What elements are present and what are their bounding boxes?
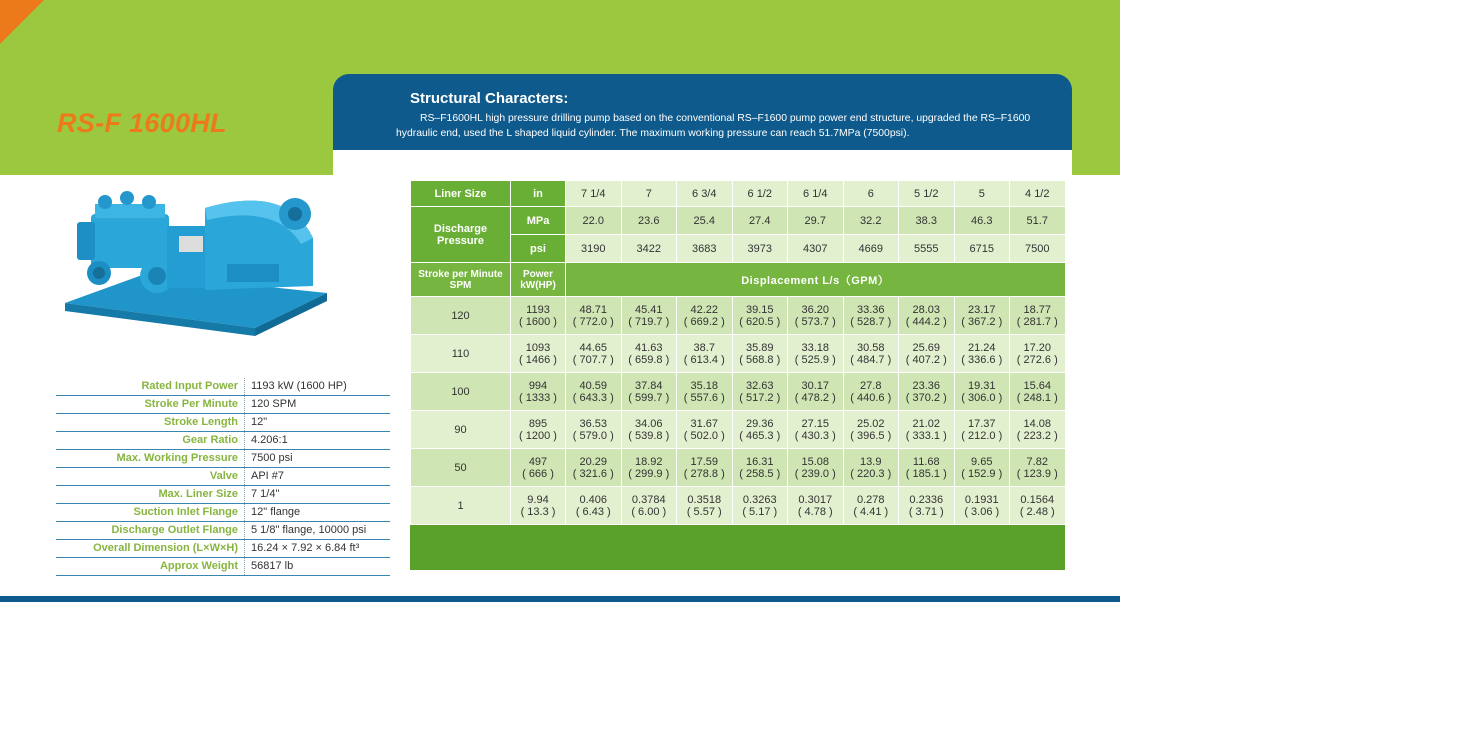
displacement-ls: 17.37 [967,417,996,430]
displacement-gpm: ( 333.1 ) [905,429,947,442]
displacement-cell [843,449,899,487]
performance-table [410,180,1066,525]
displacement-cell [1010,449,1066,487]
spec-value: 7500 psi [251,452,293,464]
displacement-ls: 0.2336 [909,493,944,506]
spec-row [56,450,390,468]
displacement-cell [788,449,844,487]
displacement-cell [677,449,733,487]
displacement-ls: 32.63 [745,379,774,392]
displacement-gpm: ( 248.1 ) [1016,391,1058,404]
displacement-gpm: ( 278.8 ) [683,467,725,480]
displacement-cell [1010,297,1066,335]
displacement-cell [566,373,622,411]
displacement-gpm: ( 502.0 ) [683,429,725,442]
displacement-gpm: ( 3.06 ) [964,505,1000,518]
displacement-cell [621,335,677,373]
displacement-cell [677,487,733,525]
liner-size-cell: 4 1/2 [1010,181,1066,207]
psi-cell: 7500 [1010,235,1066,263]
displacement-cell [899,449,955,487]
displacement-ls: 36.20 [801,303,830,316]
performance-title: Performance Data of RS-F1600HL Mud Pump [410,154,752,171]
displacement-cell [899,373,955,411]
psi-cell: 6715 [954,235,1010,263]
liner-size-cell: 6 3/4 [677,181,733,207]
spm-header: Stroke per Minute SPM [411,263,511,297]
product-title: RS-F 1600HL [57,108,227,138]
displacement-gpm: ( 306.0 ) [961,391,1003,404]
displacement-ls: 39.15 [745,303,774,316]
displacement-gpm: ( 557.6 ) [683,391,725,404]
displacement-cell [732,297,788,335]
spec-label: Max. Working Pressure [56,450,245,467]
displacement-cell [566,487,622,525]
displacement-ls: 35.18 [690,379,719,392]
displacement-ls: 48.71 [579,303,608,316]
psi-cell: 3683 [677,235,733,263]
displacement-ls: 15.08 [801,455,830,468]
displacement-gpm: ( 370.2 ) [905,391,947,404]
spec-label: Stroke Per Minute [56,396,245,413]
corner-triangle-decoration [0,0,44,44]
displacement-ls: 23.17 [967,303,996,316]
spec-row [56,414,390,432]
power-hp: ( 1600 ) [519,315,557,328]
liner-unit-header: in [511,181,566,207]
spm-cell: 90 [411,411,511,449]
displacement-ls: 0.3518 [687,493,722,506]
table-row [411,207,1066,235]
displacement-ls: 34.06 [634,417,663,430]
spec-label: Overall Dimension (L×W×H) [56,540,245,557]
power-kw: 1093 [525,341,551,354]
displacement-cell [732,373,788,411]
displacement-cell [788,335,844,373]
spec-label: Max. Liner Size [56,486,245,503]
displacement-cell [899,335,955,373]
spec-value: 7 1/4" [251,488,280,500]
displacement-gpm: ( 430.3 ) [794,429,836,442]
displacement-gpm: ( 123.9 ) [1016,467,1058,480]
displacement-gpm: ( 396.5 ) [850,429,892,442]
power-hp: ( 1200 ) [519,429,557,442]
displacement-ls: 45.41 [634,303,663,316]
displacement-cell [621,297,677,335]
displacement-cell [1010,487,1066,525]
displacement-ls: 41.63 [634,341,663,354]
displacement-gpm: ( 4.78 ) [797,505,833,518]
table-row [411,411,1066,449]
liner-size-cell: 5 [954,181,1010,207]
table-row [411,449,1066,487]
displacement-gpm: ( 407.2 ) [905,353,947,366]
displacement-cell [843,373,899,411]
displacement-gpm: ( 336.6 ) [961,353,1003,366]
spec-list [56,378,390,576]
displacement-gpm: ( 220.3 ) [850,467,892,480]
power-hp: ( 13.3 ) [520,505,556,518]
power-cell [511,297,566,335]
displacement-ls: 19.31 [967,379,996,392]
spec-label: Approx Weight [56,558,245,575]
displacement-gpm: ( 772.0 ) [572,315,614,328]
displacement-ls: 40.59 [579,379,608,392]
displacement-ls: 37.84 [634,379,663,392]
power-kw: 895 [528,417,548,430]
displacement-cell [732,335,788,373]
displacement-ls: 21.02 [912,417,941,430]
displacement-ls: 30.58 [856,341,885,354]
displacement-cell [677,297,733,335]
spm-cell: 120 [411,297,511,335]
displacement-gpm: ( 525.9 ) [794,353,836,366]
displacement-cell [899,411,955,449]
displacement-cell [954,487,1010,525]
spec-row [56,540,390,558]
displacement-ls: 30.17 [801,379,830,392]
displacement-cell [732,411,788,449]
spm-cell: 50 [411,449,511,487]
power-kw: 994 [528,379,548,392]
displacement-cell [1010,411,1066,449]
displacement-cell [677,335,733,373]
displacement-ls: 38.7 [693,341,715,354]
displacement-ls: 35.89 [745,341,774,354]
spec-label: Stroke Length [56,414,245,431]
displacement-cell [566,335,622,373]
displacement-gpm: ( 2.48 ) [1019,505,1055,518]
displacement-ls: 18.77 [1023,303,1052,316]
bottom-stripe [0,596,1120,602]
liner-size-cell: 5 1/2 [899,181,955,207]
displacement-ls: 7.82 [1026,455,1048,468]
mpa-cell: 51.7 [1010,207,1066,235]
displacement-gpm: ( 367.2 ) [961,315,1003,328]
displacement-cell [677,373,733,411]
displacement-cell [1010,335,1066,373]
displacement-ls: 25.69 [912,341,941,354]
displacement-gpm: ( 707.7 ) [572,353,614,366]
displacement-ls: 14.08 [1023,417,1052,430]
displacement-cell [954,373,1010,411]
displacement-gpm: ( 444.2 ) [905,315,947,328]
spm-cell: 110 [411,335,511,373]
displacement-cell [843,411,899,449]
displacement-ls: 0.278 [856,493,885,506]
liner-size-cell: 6 1/4 [788,181,844,207]
spec-value: 1193 kW (1600 HP) [251,380,347,392]
displacement-gpm: ( 152.9 ) [961,467,1003,480]
mpa-cell: 27.4 [732,207,788,235]
displacement-gpm: ( 465.3 ) [739,429,781,442]
bullet-icon: ● [830,730,836,740]
displacement-ls: 23.36 [912,379,941,392]
structural-text: RS–F1600HL high pressure drilling pump based on the conventional RS–F1600 pump power end structure, upgraded the RS–F1600 hydraulic end, used the L shaped liquid cylinder. The maximum working pressure can reach 51.7MPa (7500psi). [396,113,1031,139]
displacement-gpm: ( 478.2 ) [794,391,836,404]
displacement-gpm: ( 484.7 ) [850,353,892,366]
displacement-ls: 27.8 [860,379,882,392]
spec-label: Rated Input Power [56,378,245,395]
power-cell [511,487,566,525]
spec-label: Valve [56,468,245,485]
power-cell [511,335,566,373]
displacement-cell [677,411,733,449]
displacement-cell [899,487,955,525]
footnote-text: Performance data are calculated by 90% mechanical efficiency and 100% volumetric efficiency. [843,729,1307,741]
discharge-pressure-header: Discharge Pressure [411,207,511,263]
displacement-ls: 0.3263 [742,493,777,506]
displacement-gpm: ( 669.2 ) [683,315,725,328]
displacement-gpm: ( 517.2 ) [739,391,781,404]
displacement-ls: 42.22 [690,303,719,316]
table-row [411,181,1066,207]
spm-cell: 1 [411,487,511,525]
displacement-ls: 20.29 [579,455,608,468]
displacement-cell [954,335,1010,373]
spec-value: 16.24 × 7.92 × 6.84 ft³ [251,542,360,554]
spec-row [56,486,390,504]
power-cell [511,373,566,411]
displacement-gpm: ( 599.7 ) [628,391,670,404]
displacement-cell [843,487,899,525]
psi-cell: 4307 [788,235,844,263]
liner-size-cell: 7 [621,181,677,207]
mpa-unit-header: MPa [511,207,566,235]
power-hp: ( 1466 ) [519,353,557,366]
displacement-cell [732,487,788,525]
liner-size-cell: 6 1/2 [732,181,788,207]
spec-row [56,504,390,522]
displacement-gpm: ( 223.2 ) [1016,429,1058,442]
psi-unit-header: psi [511,235,566,263]
displacement-ls: 28.03 [912,303,941,316]
mud-pump-image [55,178,335,338]
displacement-ls: 0.1931 [964,493,999,506]
spec-row [56,468,390,486]
mpa-cell: 38.3 [899,207,955,235]
displacement-cell [788,487,844,525]
table-row [411,373,1066,411]
spec-label: Discharge Outlet Flange [56,522,245,539]
displacement-cell [899,297,955,335]
displacement-ls: 13.9 [860,455,882,468]
displacement-gpm: ( 643.3 ) [572,391,614,404]
displacement-ls: 16.31 [745,455,774,468]
displacement-cell [788,297,844,335]
displacement-gpm: ( 568.8 ) [739,353,781,366]
psi-cell: 3422 [621,235,677,263]
power-kw: 497 [528,455,548,468]
displacement-cell [788,373,844,411]
spec-row [56,378,390,396]
footnote [820,720,1475,750]
power-header: Power kW(HP) [511,263,566,297]
displacement-gpm: ( 6.00 ) [631,505,667,518]
table-row [411,297,1066,335]
displacement-ls: 25.02 [856,417,885,430]
displacement-ls: 33.18 [801,341,830,354]
psi-cell: 5555 [899,235,955,263]
displacement-cell [621,373,677,411]
spec-value: 12" [251,416,268,428]
spec-value: 4.206:1 [251,434,288,446]
spec-row [56,432,390,450]
spec-value: API #7 [251,470,285,482]
spec-value: 56817 lb [251,560,294,572]
structural-title: Structural Characters: [410,90,569,107]
displacement-cell [1010,373,1066,411]
mpa-cell: 46.3 [954,207,1010,235]
spec-row [56,522,390,540]
mpa-cell: 32.2 [843,207,899,235]
spec-value: 5 1/8" flange, 10000 psi [251,524,367,536]
displacement-ls: 11.68 [912,455,940,468]
psi-cell: 4669 [843,235,899,263]
displacement-ls: 9.65 [971,455,993,468]
displacement-gpm: ( 185.1 ) [905,467,947,480]
displacement-ls: 44.65 [579,341,608,354]
table-row [411,487,1066,525]
displacement-gpm: ( 281.7 ) [1016,315,1058,328]
displacement-cell [566,297,622,335]
spec-label: Gear Ratio [56,432,245,449]
displacement-ls: 27.15 [801,417,830,430]
displacement-ls: 29.36 [745,417,774,430]
displacement-gpm: ( 613.4 ) [683,353,725,366]
displacement-header: Displacement L/s（GPM） [566,263,1066,297]
displacement-gpm: ( 239.0 ) [794,467,836,480]
spec-label: Suction Inlet Flange [56,504,245,521]
displacement-ls: 0.1564 [1020,493,1055,506]
displacement-gpm: ( 272.6 ) [1016,353,1058,366]
liner-size-header: Liner Size [411,181,511,207]
liner-size-cell: 6 [843,181,899,207]
displacement-ls: 17.59 [690,455,719,468]
spec-row [56,396,390,414]
displacement-cell [566,411,622,449]
displacement-gpm: ( 620.5 ) [739,315,781,328]
psi-cell: 3973 [732,235,788,263]
displacement-ls: 15.64 [1023,379,1052,392]
displacement-ls: 33.36 [856,303,885,316]
displacement-gpm: ( 6.43 ) [575,505,611,518]
displacement-gpm: ( 3.71 ) [908,505,944,518]
displacement-cell [621,449,677,487]
displacement-cell [843,335,899,373]
power-kw: 1193 [526,303,550,316]
liner-size-cell: 7 1/4 [566,181,622,207]
mpa-cell: 29.7 [788,207,844,235]
power-hp: ( 666 ) [522,467,554,480]
displacement-cell [566,449,622,487]
spec-row [56,558,390,576]
displacement-cell [732,449,788,487]
displacement-ls: 17.20 [1023,341,1052,354]
displacement-gpm: ( 659.8 ) [628,353,670,366]
displacement-cell [788,411,844,449]
power-cell [511,411,566,449]
power-cell [511,449,566,487]
displacement-cell [621,411,677,449]
displacement-gpm: ( 539.8 ) [628,429,670,442]
table-row [411,263,1066,297]
displacement-ls: 31.67 [690,417,719,430]
displacement-gpm: ( 258.5 ) [739,467,781,480]
performance-table-wrap [410,180,1307,741]
displacement-ls: 18.92 [634,455,663,468]
spec-value: 12" flange [251,506,301,518]
displacement-gpm: ( 5.17 ) [742,505,778,518]
mpa-cell: 23.6 [621,207,677,235]
displacement-gpm: ( 579.0 ) [572,429,614,442]
psi-cell: 3190 [566,235,622,263]
displacement-gpm: ( 719.7 ) [628,315,670,328]
spec-value: 120 SPM [251,398,297,410]
power-kw: 9.94 [527,493,549,506]
displacement-ls: 36.53 [579,417,608,430]
displacement-cell [843,297,899,335]
table-row [411,335,1066,373]
displacement-ls: 0.406 [579,493,608,506]
mpa-cell: 22.0 [566,207,622,235]
displacement-ls: 0.3784 [631,493,666,506]
displacement-cell [621,487,677,525]
displacement-gpm: ( 573.7 ) [794,315,836,328]
displacement-gpm: ( 528.7 ) [850,315,892,328]
displacement-ls: 0.3017 [798,493,833,506]
displacement-gpm: ( 299.9 ) [628,467,670,480]
displacement-cell [954,449,1010,487]
displacement-cell [954,297,1010,335]
displacement-ls: 21.24 [967,341,996,354]
displacement-gpm: ( 4.41 ) [853,505,889,518]
power-hp: ( 1333 ) [519,391,557,404]
displacement-gpm: ( 321.6 ) [572,467,614,480]
displacement-gpm: ( 212.0 ) [961,429,1003,442]
displacement-gpm: ( 5.57 ) [686,505,722,518]
mpa-cell: 25.4 [677,207,733,235]
displacement-gpm: ( 440.6 ) [850,391,892,404]
spm-cell: 100 [411,373,511,411]
displacement-cell [954,411,1010,449]
